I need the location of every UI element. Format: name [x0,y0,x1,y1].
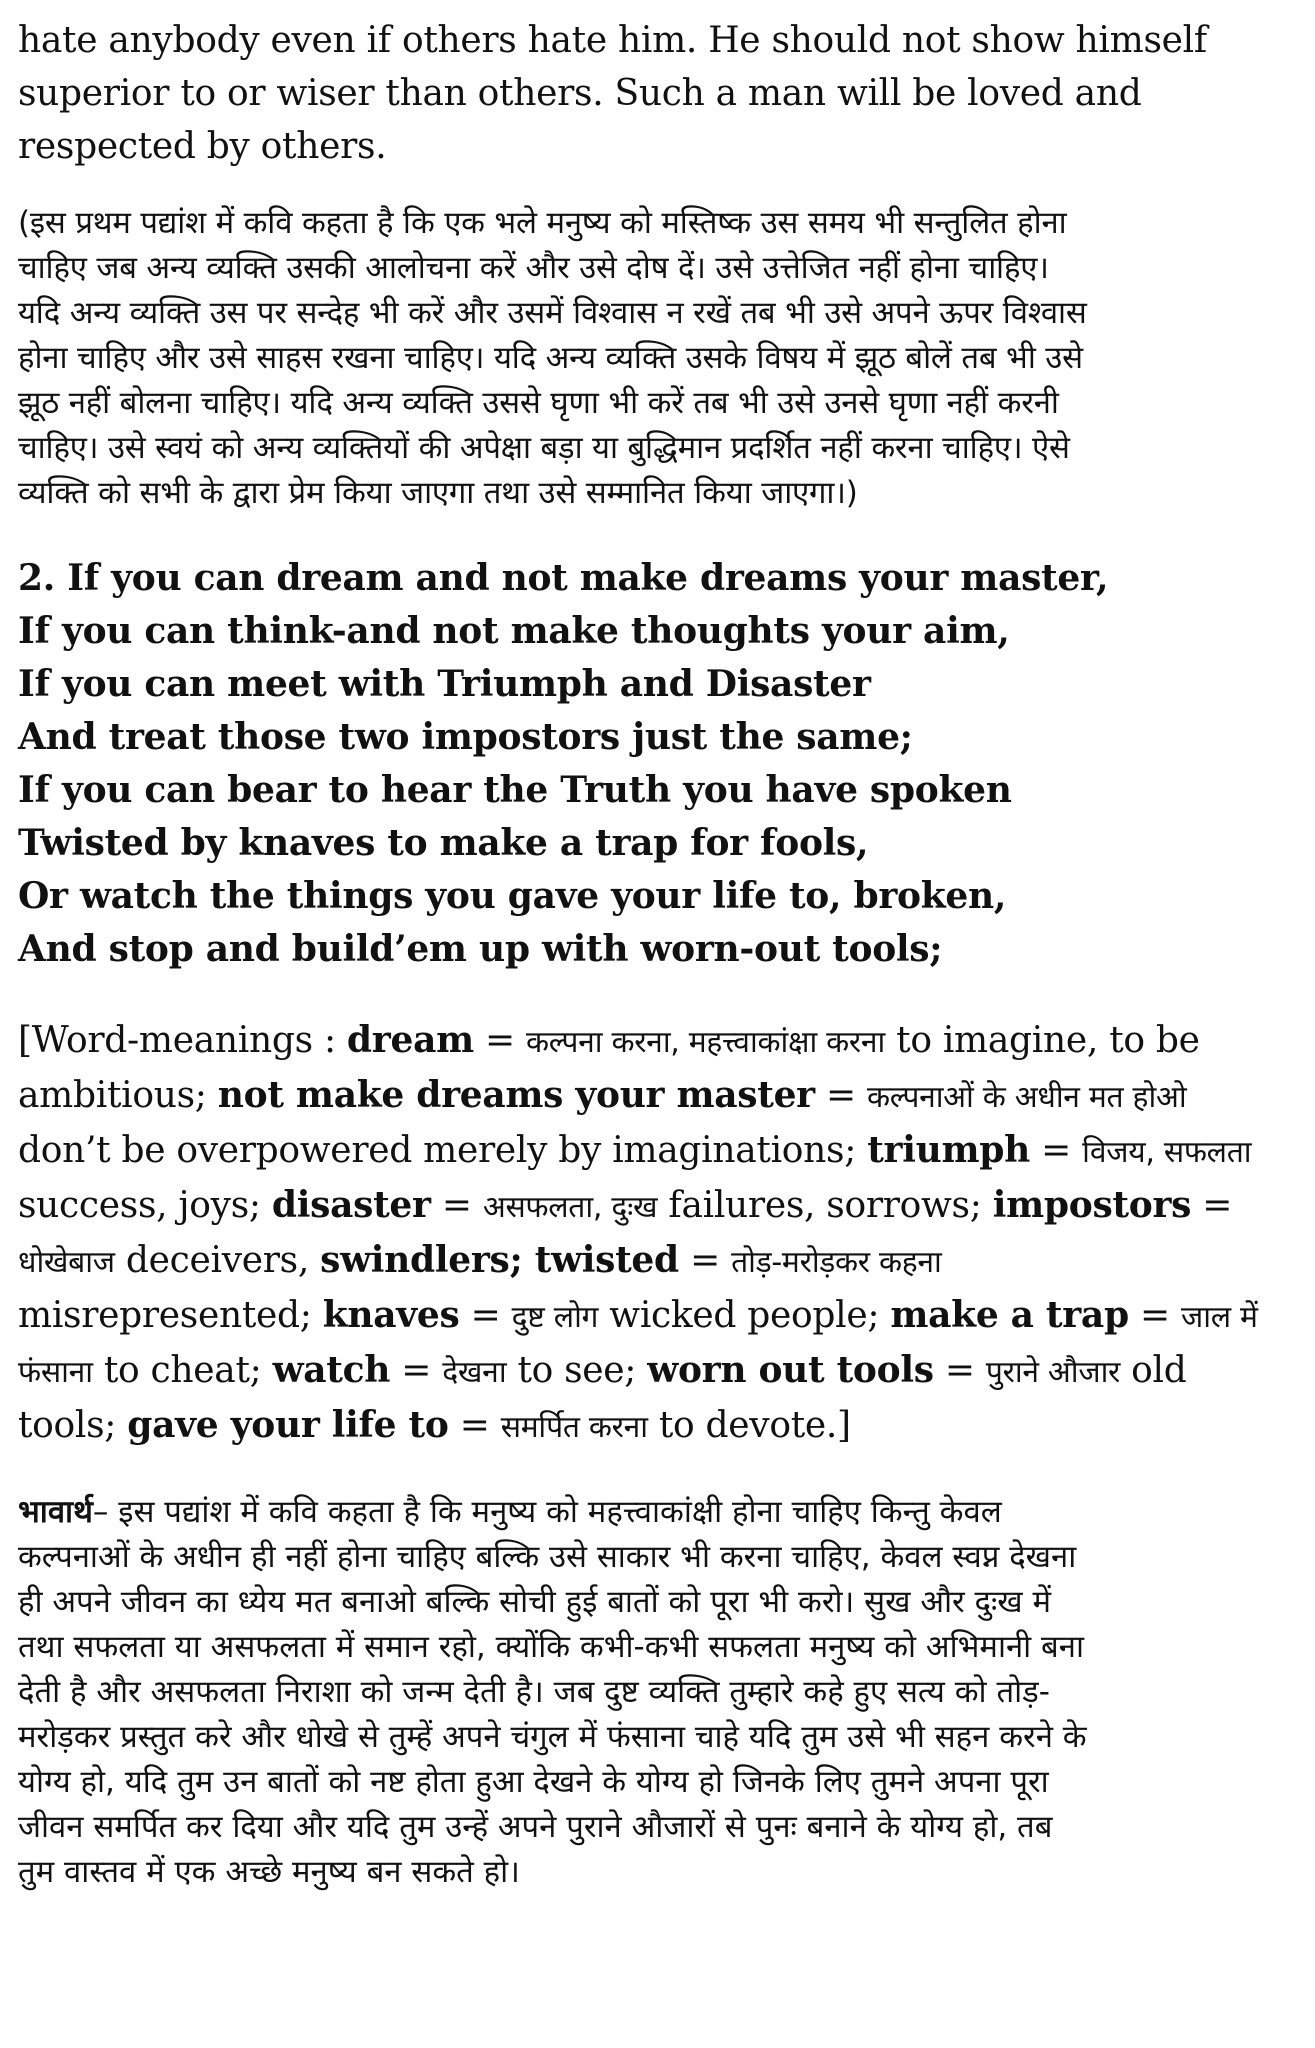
wm-text: = [933,1350,986,1391]
wm-text: to see; [506,1350,648,1391]
wm-text: = [678,1240,732,1281]
wm-text: ambitious; [18,1075,218,1116]
wm-text: = [1191,1185,1233,1226]
text-line [18,1289,1303,1344]
wm-hindi: कल्पनाओं के अधीन मत होओ [867,1080,1187,1115]
wm-term: dream [346,1019,474,1061]
text-line: होना चाहिए और उसे साहस रखना चाहिए। यदि अन्य व्यक्ति उसके विषय में झूठ बोलें तब भी उसे [18,340,1083,376]
wm-text: = [448,1405,501,1446]
wm-text: wicked people; [598,1295,891,1336]
wm-text: = [814,1075,868,1116]
wm-text: = [473,1020,527,1061]
bhavarth-label: भावार्थ [18,1494,93,1530]
wm-term: triumph [867,1129,1030,1171]
text-line: ही अपने जीवन का ध्येय मत बनाओ बल्कि सोची हुई बातों को पूरा भी करो। सुख और दुःख में [18,1584,1052,1620]
text-line [18,1234,1303,1289]
text-line [18,1490,1303,1535]
wm-term: watch [272,1349,391,1391]
wm-text: misrepresented; [18,1295,323,1336]
text-line: चाहिए। उसे स्वयं को अन्य व्यक्तियों की अपेक्षा बड़ा या बुद्धिमान प्रदर्शित नहीं करना चाहिए। ऐसे [18,430,1070,466]
text-line: चाहिए जब अन्य व्यक्ति उसकी आलोचना करें और उसे दोष दें। उसे उत्तेजित नहीं होना चाहिए। [18,250,1049,286]
wm-term: disaster [271,1184,431,1226]
wm-term: not make dreams your master [217,1074,815,1116]
text-line: जीवन समर्पित कर दिया और यदि तुम उन्हें अपने पुराने औजारों से पुनः बनाने के योग्य हो, तब [18,1809,1053,1845]
wm-hindi: समर्पित करना [500,1410,648,1445]
wm-hindi: फंसाना [18,1355,93,1390]
wm-text: don’t be overpowered merely by imaginations; [18,1130,868,1171]
text-line: hate anybody even if others hate him. He should not show himself [18,20,1207,61]
wm-term: swindlers; twisted [320,1239,679,1281]
text-line: (इस प्रथम पद्यांश में कवि कहता है कि एक भले मनुष्य को मस्तिष्क उस समय भी सन्तुलित होना [18,205,1067,241]
wm-text: success, joys; [18,1185,272,1226]
poem-stanza [18,552,1303,976]
wm-text: [Word-meanings : [18,1020,347,1061]
wm-term: worn out tools [647,1349,934,1391]
text-line: देती है और असफलता निराशा को जन्म देती है। जब दुष्ट व्यक्ति तुम्हारे कहे हुए सत्य को तोड़- [18,1674,1050,1710]
wm-hindi: कल्पना करना, महत्त्वाकांक्षा करना [526,1025,886,1060]
text-line: कल्पनाओं के अधीन ही नहीं होना चाहिए बल्कि उसे साकार भी करना चाहिए, केवल स्वप्न देखना [18,1539,1077,1575]
text-line [18,1344,1303,1399]
text-line: respected by others. [18,126,387,167]
bhavarth-paragraph [18,1490,1303,1895]
text-line: व्यक्ति को सभी के द्वारा प्रेम किया जाएगा तथा उसे सम्मानित किया जाएगा।) [18,475,858,511]
poem-line: And stop and build’em up with worn-out tools; [18,928,943,970]
wm-hindi: धोखेबाज [18,1245,115,1280]
text-line: तथा सफलता या असफलता में समान रहो, क्योंकि कभी-कभी सफलता मनुष्य को अभिमानी बना [18,1629,1084,1665]
text-line [18,1179,1303,1234]
wm-text: tools; [18,1405,128,1446]
text-line [18,1069,1303,1124]
text-line: मरोड़कर प्रस्तुत करे और धोखे से तुम्हें अपने चंगुल में फंसाना चाहे यदि तुम उसे भी सहन करने के [18,1719,1087,1755]
wm-text: = [459,1295,512,1336]
text-line: झूठ नहीं बोलना चाहिए। यदि अन्य व्यक्ति उससे घृणा भी करें तब भी उसे उनसे घृणा नहीं करनी [18,385,1059,421]
text-line [18,1399,1303,1454]
poem-line: If you can meet with Triumph and Disaster [18,663,871,705]
bhavarth-text: – इस पद्यांश में कवि कहता है कि मनुष्य को महत्त्वाकांक्षी होना चाहिए किन्तु केवल [92,1494,1002,1530]
poem-line: Twisted by knaves to make a trap for fools, [18,822,869,864]
english-summary-paragraph [18,14,1303,173]
wm-hindi: दुष्ट लोग [511,1300,599,1335]
text-line: योग्य हो, यदि तुम उन बातों को नष्ट होता हुआ देखने के योग्य हो जिनके लिए तुमने अपना पूरा [18,1764,1049,1800]
wm-hindi: पुराने औजार [985,1355,1121,1390]
poem-line: If you can think-and not make thoughts your aim, [18,610,1010,652]
wm-term: impostors [992,1184,1192,1226]
text-line [18,1014,1303,1069]
wm-text: = [430,1185,483,1226]
text-line: तुम वास्तव में एक अच्छे मनुष्य बन सकते हो। [18,1854,520,1890]
hindi-explanation-paragraph [18,201,1303,516]
text-line: superior to or wiser than others. Such a man will be loved and [18,73,1142,114]
wm-hindi: असफलता, दुःख [482,1190,658,1225]
poem-line: Or watch the things you gave your life to, broken, [18,875,1007,917]
text-line: यदि अन्य व्यक्ति उस पर सन्देह भी करें और उसमें विश्वास न रखें तब भी उसे अपने ऊपर विश्वास [18,295,1087,331]
wm-hindi: जाल में [1180,1300,1258,1335]
wm-text: = [390,1350,443,1391]
document-page [18,14,1303,1895]
wm-text: to imagine, to be [885,1020,1200,1061]
wm-term: knaves [322,1294,460,1336]
wm-hindi: देखना [442,1355,507,1390]
word-meanings-paragraph [18,1014,1303,1454]
wm-term: gave your life to [127,1404,449,1446]
poem-line: 2. If you can dream and not make dreams your master, [18,557,1109,599]
wm-hindi: विजय, सफलता [1082,1135,1252,1170]
wm-text: = [1128,1295,1181,1336]
poem-line: And treat those two impostors just the same; [18,716,913,758]
wm-hindi: तोड़-मरोड़कर कहना [731,1245,942,1280]
wm-text: to devote.] [647,1405,851,1446]
wm-text: deceivers, [114,1240,321,1281]
wm-text: = [1030,1130,1083,1171]
wm-text: failures, sorrows; [657,1185,993,1226]
wm-text: old [1120,1350,1187,1391]
wm-term: make a trap [890,1294,1129,1336]
wm-text: to cheat; [92,1350,273,1391]
poem-line: If you can bear to hear the Truth you have spoken [18,769,1012,811]
text-line [18,1124,1303,1179]
